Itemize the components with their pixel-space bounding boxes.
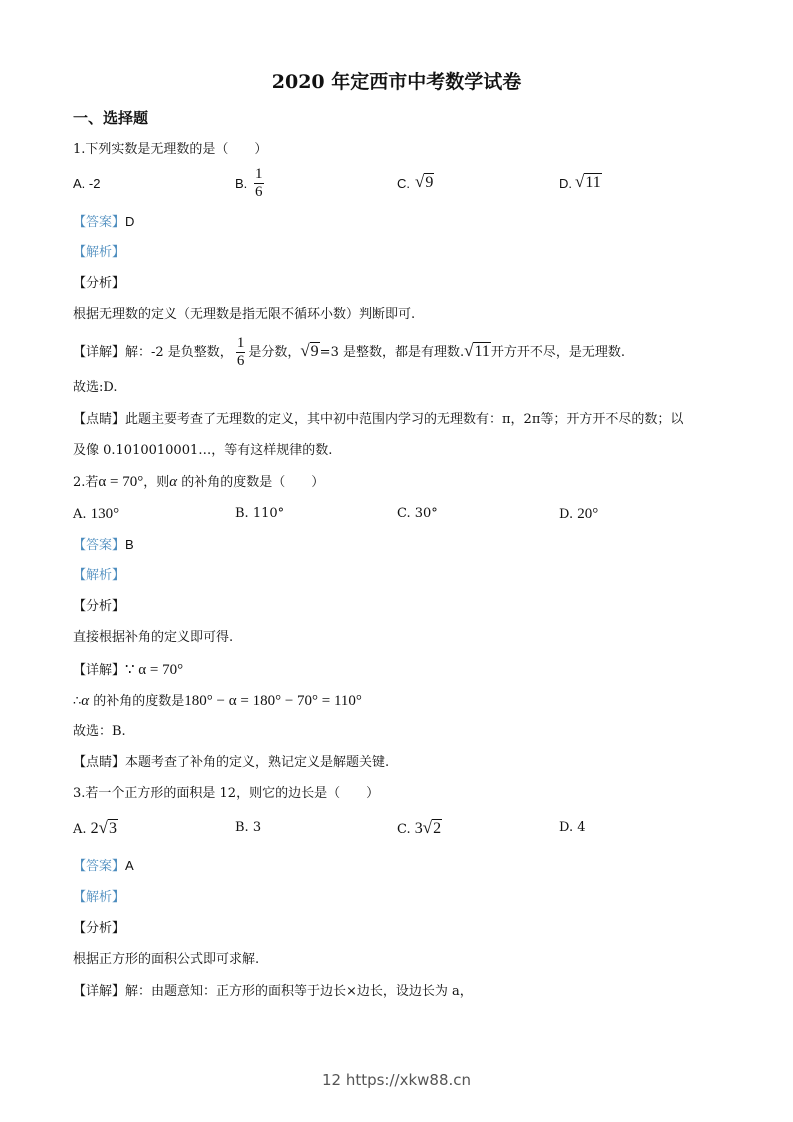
numerator: 1	[236, 335, 245, 351]
section-heading: 一、选择题	[73, 109, 149, 127]
q2-dianjing	[73, 753, 389, 773]
q3-option-a	[73, 818, 118, 840]
q1-option-b-label: B.	[235, 176, 248, 191]
answer-value: D	[125, 214, 135, 229]
q2-xiangjie	[73, 660, 183, 681]
option-label: C.	[397, 506, 411, 521]
radicand: 3	[109, 820, 118, 837]
sqrt-icon: √	[415, 172, 425, 191]
text: 的补角的度数是	[89, 694, 185, 709]
fraction	[254, 166, 264, 201]
denominator: 6	[236, 353, 245, 369]
xiangjie-label: 【详解】	[73, 984, 126, 999]
radicand: 11	[474, 343, 490, 360]
q1-option-c	[415, 172, 434, 193]
text: 解：由题意知：正方形的面积等于边长×边长，设边长为 a，	[125, 984, 473, 999]
fraction	[236, 335, 246, 370]
math: α	[169, 474, 178, 490]
q1-option-b	[251, 166, 267, 201]
therefore-icon: ∴	[73, 694, 82, 709]
text: 本题考查了补角的定义，熟记定义是解题关键.	[125, 755, 390, 770]
coefficient: 2	[90, 820, 99, 837]
q1-options	[73, 166, 773, 206]
xiangjie-label: 【详解】	[73, 345, 126, 360]
sqrt-icon: √	[422, 818, 433, 837]
answer-label: 【答案】	[73, 859, 126, 874]
sqrt-icon: √	[575, 172, 585, 191]
option-value: 4	[577, 820, 586, 835]
option-value	[91, 820, 118, 837]
q1-option-a	[73, 174, 100, 194]
math: α	[81, 693, 90, 709]
sqrt-icon: √	[98, 818, 109, 837]
option-label: D.	[559, 507, 574, 522]
q1-option-d	[575, 172, 602, 193]
q1-stem: 1.下列实数是无理数的是（ ）	[73, 142, 268, 157]
q1-xiangjie	[73, 334, 625, 370]
q1-option-c-label: C.	[397, 176, 410, 191]
radicand: 9	[425, 174, 434, 191]
dianjing-label: 【点睛】	[73, 412, 126, 427]
q1-fenxi-text: 根据无理数的定义（无理数是指无限不循环小数）判断即可.	[73, 307, 416, 322]
sqrt	[464, 343, 491, 360]
q3-answer	[73, 856, 134, 877]
coefficient: 3	[414, 820, 423, 837]
option-value: 3	[252, 820, 262, 835]
q3-jiexi-label: 【解析】	[73, 890, 126, 905]
option-value: 130°	[90, 506, 120, 522]
sqrt-icon: √	[300, 341, 310, 360]
q1-dianjing-cont: 及像 0.1010010001…，等有这样规律的数.	[73, 443, 333, 458]
q2-xiangjie-line2	[73, 691, 362, 712]
q3-stem: 3.若一个正方形的面积是 12，则它的边长是（ ）	[73, 786, 380, 801]
text: 解：-2 是负整数，	[125, 345, 233, 360]
option-label: A.	[73, 507, 87, 522]
option-label: D.	[559, 820, 574, 835]
document-title: 2020 年定西市中考数学试卷	[271, 71, 522, 93]
q2-fenxi-label: 【分析】	[73, 599, 126, 614]
denominator: 6	[255, 184, 263, 200]
xiangjie-label: 【详解】	[73, 663, 126, 678]
answer-label: 【答案】	[73, 538, 126, 553]
q1-fenxi-label: 【分析】	[73, 276, 126, 291]
answer-value: B	[125, 537, 134, 552]
page-footer: 12 https://xkw88.cn	[321, 1071, 472, 1089]
text: 此题主要考查了无理数的定义，其中初中范围内学习的无理数有：π，2π等；开方开不尽的数；以	[125, 412, 684, 427]
q1-option-d-label: D.	[559, 176, 572, 191]
q2-answer	[73, 535, 134, 556]
text: 的补角的度数是（ ）	[177, 475, 325, 490]
radicand: 9	[310, 343, 319, 360]
q2-jiexi-label: 【解析】	[73, 568, 126, 583]
q2-option-b	[235, 504, 284, 524]
answer-value: A	[125, 858, 134, 873]
q2-option-d	[559, 504, 598, 525]
option-label: A.	[73, 822, 87, 837]
text: 2.若	[73, 475, 99, 490]
option-value	[415, 820, 442, 837]
text: 是分数，	[248, 345, 301, 360]
option-label: A.	[73, 176, 89, 191]
option-value: 30°	[414, 506, 438, 521]
q1-conclusion: 故选:D.	[73, 380, 118, 395]
q3-option-b	[235, 818, 261, 838]
q2-stem	[73, 472, 324, 493]
math: α = 70°	[98, 474, 144, 490]
option-value: -2	[88, 176, 101, 191]
q2-option-a	[73, 504, 119, 525]
q1-dianjing	[73, 410, 683, 430]
q2-fenxi-text: 直接根据补角的定义即可得.	[73, 630, 234, 645]
q3-fenxi-label: 【分析】	[73, 921, 126, 936]
option-value: 20°	[577, 506, 599, 522]
math: ∵ α = 70°	[125, 662, 184, 678]
sqrt	[300, 343, 319, 360]
text: =3 是整数，都是有理数.	[319, 345, 465, 360]
option-label: B.	[235, 506, 249, 521]
text: ，则	[143, 475, 170, 490]
q2-options	[73, 504, 773, 526]
q2-option-c	[397, 504, 438, 524]
q1-jiexi-label: 【解析】	[73, 245, 126, 260]
q2-conclusion: 故选：B.	[73, 724, 126, 739]
q3-options	[73, 818, 773, 842]
q3-fenxi-text: 根据正方形的面积公式即可求解.	[73, 952, 260, 967]
sqrt-icon: √	[464, 341, 474, 360]
numerator: 1	[255, 166, 263, 182]
q1-answer	[73, 212, 134, 233]
radicand: 11	[585, 174, 601, 191]
option-label: B.	[235, 820, 249, 835]
option-value: 110°	[252, 506, 285, 521]
dianjing-label: 【点睛】	[73, 755, 126, 770]
q3-option-d	[559, 818, 586, 838]
q3-option-c	[397, 818, 442, 840]
q3-xiangjie	[73, 982, 473, 1002]
option-label: C.	[397, 822, 411, 837]
answer-label: 【答案】	[73, 215, 126, 230]
radicand: 2	[433, 820, 442, 837]
text: 开方开不尽，是无理数.	[490, 345, 625, 360]
math: 180° − α = 180° − 70° = 110°	[184, 693, 362, 709]
